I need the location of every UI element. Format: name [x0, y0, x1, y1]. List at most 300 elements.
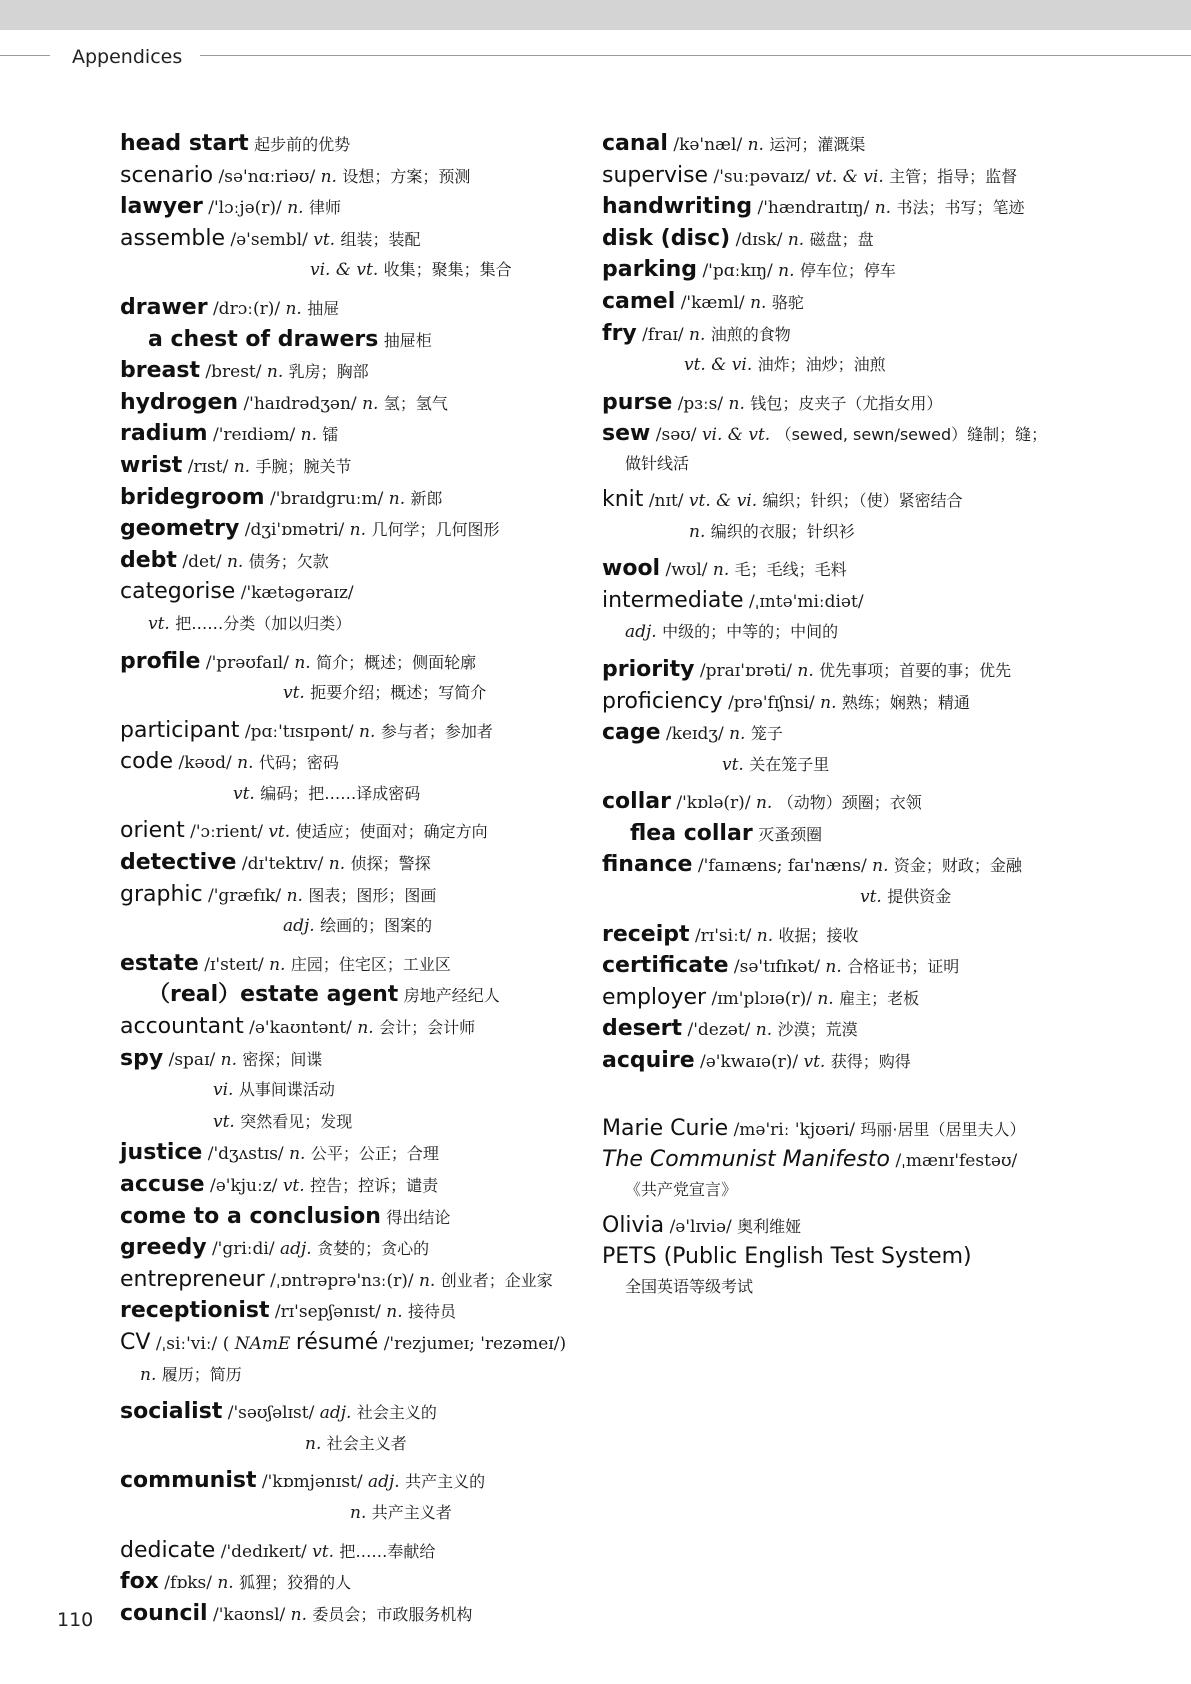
glossary-entry [120, 1497, 580, 1529]
entry-definition: 几何学；几何图形 [371, 520, 500, 540]
glossary-entry [120, 545, 580, 577]
entry-headword: desert [602, 1016, 683, 1042]
entry-headword: head start [120, 131, 249, 156]
entry-phonetic: /sə'nɑːriəʊ/ [218, 166, 316, 187]
entry-phonetic: /dʒi'ɒmətri/ [244, 520, 345, 541]
entry-headword: knit [602, 486, 644, 512]
entry-definition: 绘画的；图案的 [320, 916, 433, 936]
entry-part-of-speech: n. [386, 1302, 403, 1323]
entry-definition: 笼子 [750, 724, 783, 744]
entry-headword: disk (disc) [602, 225, 731, 251]
entry-definition: 抽屉柜 [383, 330, 432, 350]
glossary-entry [120, 450, 580, 482]
entry-headword: cage [602, 720, 661, 746]
glossary-entry [120, 1327, 580, 1359]
entry-headword: breast [120, 358, 200, 384]
glossary-left-column [120, 128, 580, 1629]
entry-alt-headword: résumé [295, 1329, 379, 1355]
glossary-entry [120, 128, 580, 160]
entry-phonetic: /ɪm'plɔɪə(r)/ [711, 988, 812, 1009]
entry-definition: 主管；指导；监督 [889, 166, 1018, 186]
entry-headword: debt [120, 547, 177, 573]
entry-headword: assemble [120, 225, 225, 251]
entry-part-of-speech: n. [874, 198, 892, 219]
entry-headword: detective [120, 850, 237, 876]
entry-part-of-speech: adj. [279, 1239, 312, 1260]
entry-definition: 控告；控诉；谴责 [310, 1176, 439, 1195]
glossary-entry [602, 919, 1082, 951]
glossary-entry [120, 1074, 580, 1106]
entry-definition: 委员会；市政服务机构 [312, 1604, 473, 1624]
entry-part-of-speech: n. [266, 362, 284, 383]
entry-part-of-speech: n. [756, 925, 774, 946]
glossary-entry [602, 818, 1082, 850]
entry-headword: finance [602, 852, 693, 878]
glossary-entry [602, 982, 1082, 1014]
entry-part-of-speech: n. [289, 1144, 306, 1165]
glossary-entry [120, 746, 580, 778]
glossary-entry [602, 223, 1082, 255]
glossary-entry [602, 484, 1082, 516]
entry-headword: Olivia [602, 1212, 665, 1238]
entry-part-of-speech: vt. [233, 783, 255, 804]
entry-definition: 奥利维娅 [737, 1216, 802, 1236]
entry-headword: geometry [120, 516, 240, 542]
entry-definition: 新郎 [410, 488, 443, 508]
entry-headword: CV [120, 1329, 151, 1355]
entry-headword: radium [120, 421, 208, 447]
glossary-entry [120, 677, 580, 709]
glossary-entry [120, 1169, 580, 1201]
entry-part-of-speech: n. [729, 724, 746, 745]
glossary-entry [120, 191, 580, 223]
entry-part-of-speech: n. [359, 721, 376, 742]
entry-phonetic: /spaɪ/ [168, 1049, 216, 1070]
entry-headword: The Communist Manifesto [602, 1147, 891, 1173]
glossary-entry [120, 1359, 580, 1391]
entry-part-of-speech: n. [689, 324, 706, 345]
entry-phonetic: /'səʊʃəlɪst/ [227, 1403, 315, 1424]
glossary-entry [602, 1273, 1082, 1301]
entry-phonetic: /'suːpəvaɪz/ [713, 166, 811, 187]
glossary-entry [602, 1176, 1082, 1204]
glossary-entry [120, 1396, 580, 1428]
entry-definition: 关在笼子里 [749, 754, 830, 774]
entry-part-of-speech: n. [217, 1573, 234, 1594]
entry-definition: 熟练；娴熟；精通 [841, 692, 970, 712]
entry-part-of-speech: vi. & vt. [701, 425, 771, 446]
glossary-entry [602, 1241, 1082, 1273]
entry-definition: 抽屉 [307, 298, 340, 318]
entry-definition: 债务；欠款 [248, 551, 329, 571]
header-rule-right [200, 55, 1191, 56]
entry-definition: 合格证书；证明 [847, 957, 960, 977]
glossary-entry [120, 1295, 580, 1327]
entry-phonetic: /keɪdʒ/ [665, 724, 724, 745]
entry-headword: accountant [120, 1014, 244, 1040]
entry-part-of-speech: vt. [722, 754, 744, 775]
entry-headword: parking [602, 257, 698, 283]
header-rule-left [0, 55, 50, 56]
entry-headword: certificate [602, 953, 729, 979]
entry-part-of-speech: n. [286, 885, 303, 906]
entry-phonetic: /'braɪdgruːm/ [269, 488, 384, 509]
glossary-entry [120, 815, 580, 847]
glossary-entry [120, 254, 580, 286]
entry-definition: 接待员 [408, 1302, 457, 1322]
glossary-entry [602, 616, 1082, 648]
entry-part-of-speech: n. [287, 198, 304, 219]
glossary-entry [602, 950, 1082, 982]
entry-part-of-speech: adj. [625, 622, 657, 643]
entry-definition: 庄园；住宅区；工业区 [290, 954, 451, 974]
entry-headword: fry [602, 320, 637, 346]
entry-part-of-speech: n. [872, 856, 889, 877]
entry-headword: proficiency [602, 688, 723, 714]
entry-definition: 组装；装配 [340, 229, 421, 249]
entry-phonetic: /ˌɪntə'miːdiət/ [748, 591, 864, 612]
entry-definition: 社会主义者 [326, 1433, 407, 1453]
glossary-entry [120, 1465, 580, 1497]
entry-part-of-speech: n. [357, 1018, 374, 1039]
entry-part-of-speech: n. [728, 393, 745, 414]
entry-part-of-speech: NAmE [234, 1333, 291, 1354]
entry-definition: 社会主义的 [356, 1403, 437, 1423]
entry-definition: 把……奉献给 [339, 1541, 436, 1561]
entry-phonetic: /det/ [182, 551, 222, 572]
entry-headword: supervise [602, 162, 709, 188]
entry-part-of-speech: n. [233, 456, 251, 477]
entry-definition: 手腕；腕关节 [255, 456, 352, 476]
entry-phonetic: /dɪsk/ [735, 229, 783, 250]
glossary-entry [120, 223, 580, 255]
entry-definition: 中级的；中等的；中间的 [662, 622, 839, 642]
entry-phonetic: /rɪst/ [187, 456, 229, 477]
top-bar [0, 0, 1191, 30]
entry-definition: 停车位；停车 [799, 261, 896, 281]
entry-headword: collar [602, 789, 671, 815]
entry-phonetic: /'lɔːjə(r)/ [208, 198, 282, 219]
glossary-entry [602, 160, 1082, 192]
entry-definition: 设想；方案；预测 [342, 166, 471, 186]
glossary-entry [602, 749, 1082, 781]
entry-phonetic: /fraɪ/ [642, 324, 684, 345]
entry-part-of-speech: n. [269, 954, 286, 975]
entry-phonetic: /kəʊd/ [178, 753, 232, 774]
glossary-entry [602, 254, 1082, 286]
entry-definition: 资金；财政；金融 [893, 856, 1022, 876]
entry-part-of-speech: n. [300, 425, 318, 446]
glossary-entry [120, 1011, 580, 1043]
entry-part-of-speech: n. [285, 298, 302, 319]
entry-phonetic: /pɑː'tɪsɪpənt/ [244, 721, 354, 742]
entry-definition: （sewed, sewn/sewed）缝制；缝； [775, 425, 1048, 445]
glossary-entry [120, 292, 580, 324]
entry-part-of-speech: n. [689, 521, 706, 542]
entry-part-of-speech: vt. & vi. [688, 490, 758, 511]
entry-phonetic: /prə'fɪʃnsi/ [728, 692, 815, 713]
glossary-entry [120, 1428, 580, 1460]
glossary-entry [120, 1106, 580, 1138]
entry-headword: lawyer [120, 194, 203, 220]
entry-phonetic: /'græfɪk/ [208, 885, 282, 906]
entry-headword: hydrogen [120, 389, 239, 415]
entry-part-of-speech: adj. [368, 1472, 400, 1493]
entry-part-of-speech: n. [350, 1502, 367, 1523]
glossary-entry [602, 849, 1082, 881]
entry-phonetic: /'dʒʌstɪs/ [207, 1144, 284, 1165]
entry-definition: 毛；毛线；毛料 [734, 560, 847, 580]
entry-phonetic: /'faɪnæns; faɪ'næns/ [697, 856, 867, 877]
glossary-entry [120, 387, 580, 419]
entry-part-of-speech: adj. [283, 916, 315, 937]
entry-definition: 密探；间谍 [242, 1049, 323, 1069]
glossary-entry [602, 786, 1082, 818]
entry-phonetic: /ˌmænɪ'festəʊ/ [895, 1151, 1018, 1172]
entry-headword: justice [120, 1140, 203, 1166]
entry-part-of-speech: vt. & vi. [684, 355, 753, 376]
entry-definition: 编织；针织；（使）紧密结合 [762, 490, 963, 510]
entry-phonetic: /praɪ'ɒrəti/ [699, 660, 792, 681]
glossary-entry [120, 1232, 580, 1264]
glossary-entry [120, 715, 580, 747]
entry-definition: 编码；把……译成密码 [260, 783, 421, 803]
glossary-entry [602, 881, 1082, 913]
entry-subphrase: a chest of drawers [148, 326, 379, 352]
entry-part-of-speech: n. [305, 1433, 322, 1454]
entry-headword: accuse [120, 1172, 205, 1197]
glossary-entry [602, 128, 1082, 160]
entry-phonetic: /dɪ'tektɪv/ [241, 854, 324, 875]
entry-phonetic: /ə'lɪviə/ [669, 1216, 732, 1237]
entry-part-of-speech: vi. & vt. [310, 260, 379, 281]
entry-definition: 优先事项；首要的事；优先 [819, 660, 1012, 680]
glossary-entry [120, 324, 580, 356]
entry-headword: fox [120, 1569, 159, 1595]
entry-part-of-speech: vt. & vi. [815, 166, 884, 187]
entry-part-of-speech: adj. [319, 1403, 352, 1424]
entry-phonetic: /ˌɒntrəprə'nɜː(r)/ [270, 1270, 414, 1291]
entry-definition: 油煎的食物 [710, 324, 791, 344]
entry-headword: graphic [120, 881, 203, 907]
entry-phonetic: /ə'kwaɪə(r)/ [700, 1052, 799, 1073]
entry-definition: 履历；简历 [161, 1364, 242, 1384]
entry-part-of-speech: vt. [213, 1111, 235, 1132]
glossary-entry [602, 516, 1082, 548]
entry-headword: handwriting [602, 194, 753, 220]
entry-phonetic: /kə'næl/ [673, 135, 743, 155]
entry-phonetic: /'kɒmjənɪst/ [261, 1472, 363, 1493]
entry-definition: 得出结论 [386, 1207, 451, 1227]
glossary-entry [602, 553, 1082, 585]
entry-definition: 突然看见；发现 [240, 1111, 353, 1131]
entry-part-of-speech: vt. [803, 1052, 826, 1073]
entry-phonetic: /'haɪdrədʒən/ [243, 393, 357, 414]
entry-definition: 代码；密码 [258, 753, 339, 773]
entry-phonetic: /sə'tɪfɪkət/ [733, 957, 821, 978]
entry-headword: spy [120, 1045, 164, 1071]
entry-part-of-speech: n. [362, 393, 379, 414]
entry-phonetic: /wʊl/ [665, 560, 708, 581]
entry-definition: 运河；灌溉渠 [769, 135, 866, 154]
entry-part-of-speech: n. [755, 793, 773, 814]
entry-part-of-speech: n. [328, 854, 346, 875]
entry-phonetic: /'pɑːkɪŋ/ [702, 261, 773, 282]
entry-definition: 贪婪的；贪心的 [317, 1239, 430, 1259]
entry-definition: 雇主；老板 [839, 988, 920, 1008]
entry-headword: priority [602, 656, 695, 682]
entry-part-of-speech: n. [294, 652, 311, 673]
entry-headword: acquire [602, 1048, 695, 1074]
entry-definition: 《共产党宣言》 [625, 1179, 738, 1199]
entry-headword: wrist [120, 452, 183, 478]
entry-phonetic: /'kaʊnsl/ [213, 1604, 286, 1625]
entry-headword: entrepreneur [120, 1266, 265, 1292]
glossary-entry [120, 979, 580, 1011]
glossary-entry [602, 349, 1082, 381]
entry-phonetic: /'griːdi/ [211, 1239, 275, 1260]
entry-phonetic: /'kæml/ [680, 292, 745, 313]
glossary-entry [602, 450, 1082, 478]
entry-headword: purse [602, 389, 673, 415]
entry-headword: PETS (Public English Test System) [602, 1244, 972, 1270]
glossary-entry [602, 191, 1082, 223]
glossary-entry [120, 847, 580, 879]
entry-headword: Marie Curie [602, 1115, 729, 1141]
entry-definition: 玛丽·居里（居里夫人） [860, 1119, 1026, 1139]
glossary-entry [602, 387, 1082, 419]
glossary-right-column [602, 128, 1082, 1301]
entry-headword: dedicate [120, 1537, 216, 1563]
glossary-entry [602, 1210, 1082, 1242]
glossary-entry [120, 879, 580, 911]
entry-definition: 乳房；胸部 [288, 362, 369, 382]
entry-headword: socialist [120, 1399, 223, 1425]
entry-definition: 获得；购得 [830, 1052, 911, 1072]
entry-definition: 做针线活 [625, 453, 690, 473]
glossary-entry [602, 1013, 1082, 1045]
entry-definition: 公平；公正；合理 [310, 1144, 439, 1164]
glossary-entry [602, 585, 1082, 617]
entry-part-of-speech: n. [237, 753, 254, 774]
entry-part-of-speech: n. [712, 560, 730, 581]
entry-part-of-speech: vt. [312, 1541, 335, 1562]
glossary-entry [120, 646, 580, 678]
entry-part-of-speech: n. [226, 551, 244, 572]
entry-phonetic: /'hændraɪtɪŋ/ [757, 198, 870, 219]
glossary-entry [602, 654, 1082, 686]
entry-part-of-speech: n. [290, 1604, 307, 1625]
entry-part-of-speech: n. [750, 292, 767, 313]
section-title: Appendices [72, 46, 183, 68]
entry-phonetic: /mə'riː 'kjʊəri/ [733, 1119, 855, 1140]
entry-definition: 收据；接收 [778, 925, 859, 945]
entry-part-of-speech: n. [140, 1364, 157, 1385]
entry-phonetic: /'kætəgəraɪz/ [240, 583, 354, 604]
entry-phonetic: /'ɔːrient/ [190, 822, 263, 843]
entry-headword: scenario [120, 162, 214, 188]
glossary-entry [120, 513, 580, 545]
entry-phonetic: /rɪ'sepʃənɪst/ [274, 1302, 381, 1323]
entry-headword: profile [120, 648, 201, 674]
entry-phonetic: /nɪt/ [648, 490, 684, 511]
entry-part-of-speech: vt. [283, 683, 305, 704]
glossary-entry [120, 608, 580, 640]
entry-definition: 参与者；参加者 [380, 721, 493, 741]
entry-alt-phonetic: /'rezjumeɪ; 'rezəmeɪ/) [383, 1333, 567, 1354]
entry-definition: 提供资金 [887, 887, 952, 907]
entry-phonetic: /'dezət/ [687, 1020, 751, 1041]
glossary-entry [120, 355, 580, 387]
entry-definition: 氢；氢气 [383, 393, 448, 413]
entry-definition: 镭 [322, 425, 339, 445]
glossary-entry [120, 576, 580, 608]
entry-phonetic: /'prəʊfaɪl/ [205, 652, 289, 673]
entry-part-of-speech: n. [787, 229, 805, 250]
entry-definition: 共产主义的 [405, 1472, 486, 1492]
glossary-entry [602, 418, 1082, 450]
entry-part-of-speech: n. [349, 520, 367, 541]
entry-definition: 灭蚤颈圈 [758, 824, 823, 844]
entry-headword: council [120, 1600, 208, 1626]
entry-definition: 编织的衣服；针织衫 [710, 521, 855, 541]
entry-headword: estate [120, 950, 199, 976]
entry-definition: 沙漠；荒漠 [777, 1020, 858, 1040]
entry-phonetic: /ɪ'steɪt/ [204, 954, 264, 975]
entry-headword: drawer [120, 294, 208, 320]
entry-subphrase: （real）estate agent [148, 982, 399, 1008]
entry-definition: 房地产经纪人 [403, 986, 500, 1006]
glossary-entry [602, 1113, 1082, 1145]
entry-definition: 共产主义者 [371, 1502, 452, 1522]
entry-part-of-speech: vt. [313, 229, 336, 250]
entry-headword: communist [120, 1468, 257, 1494]
entry-headword: participant [120, 717, 240, 743]
entry-headword: intermediate [602, 587, 744, 613]
entry-part-of-speech: n. [778, 261, 795, 282]
glossary-entry [120, 1264, 580, 1296]
glossary-entry [120, 1598, 580, 1630]
entry-part-of-speech: n. [825, 957, 842, 978]
entry-phonetic: /'kɒlə(r)/ [676, 793, 751, 814]
entry-definition: （动物）颈圈；衣领 [777, 793, 922, 813]
entry-headword: come to a conclusion [120, 1203, 381, 1229]
entry-headword: employer [602, 984, 707, 1010]
entry-phonetic: /brest/ [205, 362, 262, 383]
entry-definition: 油炸；油炒；油煎 [757, 355, 886, 375]
entry-part-of-speech: vi. [213, 1080, 234, 1101]
entry-phonetic: /'dedɪkeɪt/ [220, 1541, 307, 1562]
entry-headword: sew [602, 421, 651, 447]
entry-headword: camel [602, 288, 676, 314]
entry-phonetic: /fɒks/ [164, 1573, 212, 1594]
glossary-entry [120, 910, 580, 942]
entry-definition: 收集；聚集；集合 [383, 260, 512, 280]
glossary-entry [120, 1043, 580, 1075]
entry-headword: code [120, 749, 174, 775]
entry-part-of-speech: n. [388, 488, 406, 509]
entry-phonetic: /'reɪdiəm/ [212, 425, 296, 446]
entry-phonetic: /drɔː(r)/ [212, 298, 281, 319]
glossary-entry [120, 1201, 580, 1233]
entry-definition: 把……分类（加以归类） [175, 613, 352, 633]
entry-part-of-speech: vt. [282, 1176, 305, 1196]
glossary-entry [602, 717, 1082, 749]
glossary-entry [120, 948, 580, 980]
entry-headword: categorise [120, 579, 236, 605]
entry-definition: 律师 [308, 198, 341, 218]
entry-part-of-speech: vt. [268, 822, 291, 843]
